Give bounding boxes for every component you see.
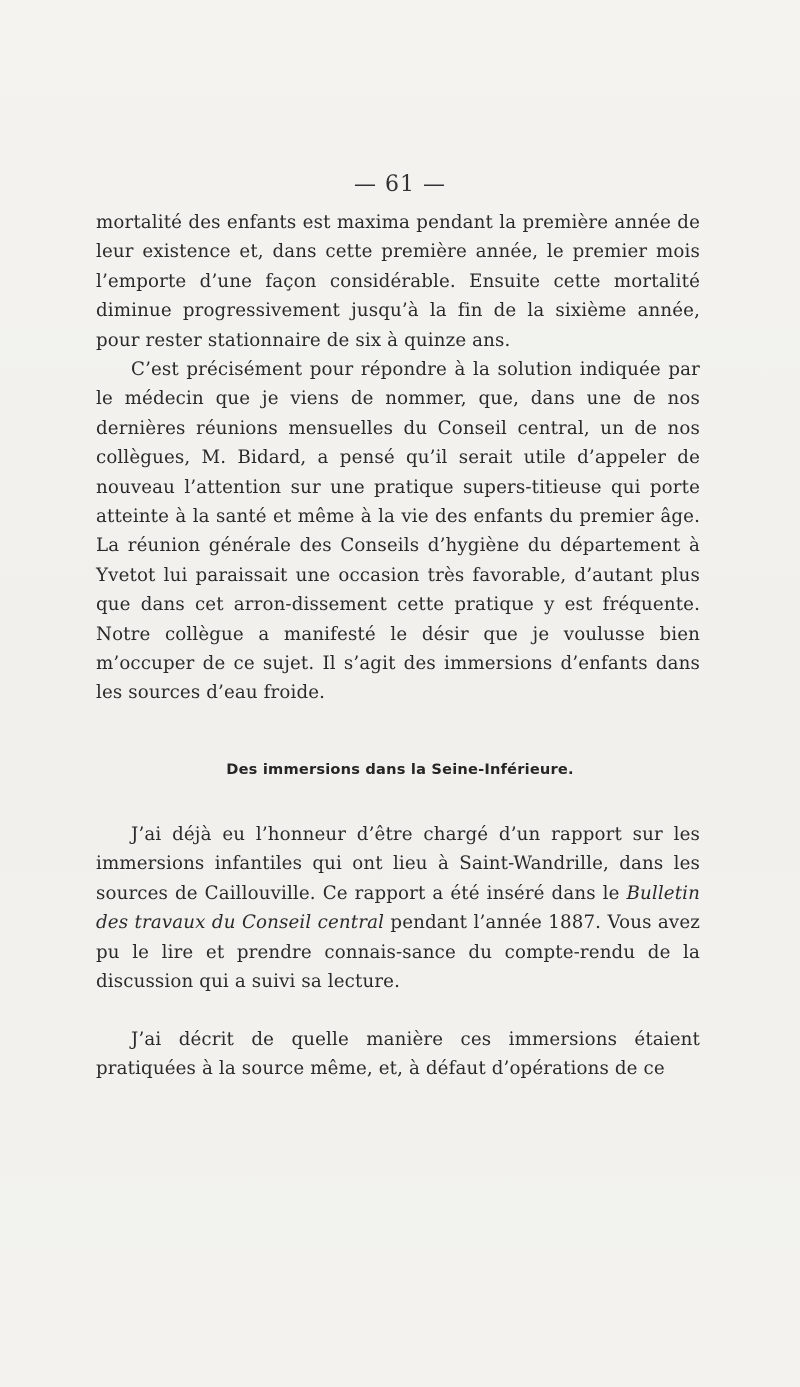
bulletin-title: Bulletin des travaux du Conseil central bbox=[96, 882, 700, 934]
text-run: J’ai déjà eu l’honneur d’être chargé d’un rapport sur les immersions infantiles qui ont lieu à Saint-Wandrille, dans les sources de Caillouville. Ce rapport a été inséré dans le bbox=[96, 824, 700, 904]
paragraph-bidard bbox=[96, 355, 700, 708]
paragraph-text: C’est précisément pour répondre à la solution indiquée par le médecin que je viens de nommer, que, dans une de nos dernières réunions mensuelles du Conseil central, un de nos collègues, M. Bidard, a pensé qu’il serait utile d’appeler de nouveau l’attention sur une pratique supers-titieuse qui porte atteinte à la santé et même à la vie des enfants du premier âge. La réunion générale des Conseils d’hygiène du département à Yvetot lui paraissait une occasion très favorable, d’autant plus que dans cet arron-dissement cette pratique y est fréquente. Notre collègue a manifesté le désir que je voulusse bien m’occuper de ce sujet. Il s’agit des immersions d’enfants dans les sources d’eau froide. bbox=[96, 359, 700, 704]
paragraph-mortality bbox=[96, 208, 700, 355]
section-heading: Des immersions dans la Seine-Inférieure. bbox=[226, 761, 574, 778]
paragraph-text: J’ai décrit de quelle manière ces immersions étaient pratiquées à la source même, et, à défaut d’opérations de ce bbox=[96, 1029, 700, 1080]
paragraph-text: mortalité des enfants est maxima pendant la première année de leur existence et, dans cette première année, le premier mois l’emporte d’une façon considérable. Ensuite cette mortalité diminue progressivement jusqu’à la fin de la sixième année, pour rester stationnaire de six à quinze ans. bbox=[96, 212, 700, 351]
paragraph-description bbox=[96, 1025, 700, 1084]
paragraph-report bbox=[96, 820, 700, 996]
text-run: pendant l’année 1887. Vous avez pu le lire et prendre connais-sance du compte-rendu de la discussion qui a suivi sa lecture. bbox=[96, 912, 700, 993]
paragraph-text bbox=[96, 820, 700, 996]
page-number: — 61 — bbox=[354, 172, 446, 197]
